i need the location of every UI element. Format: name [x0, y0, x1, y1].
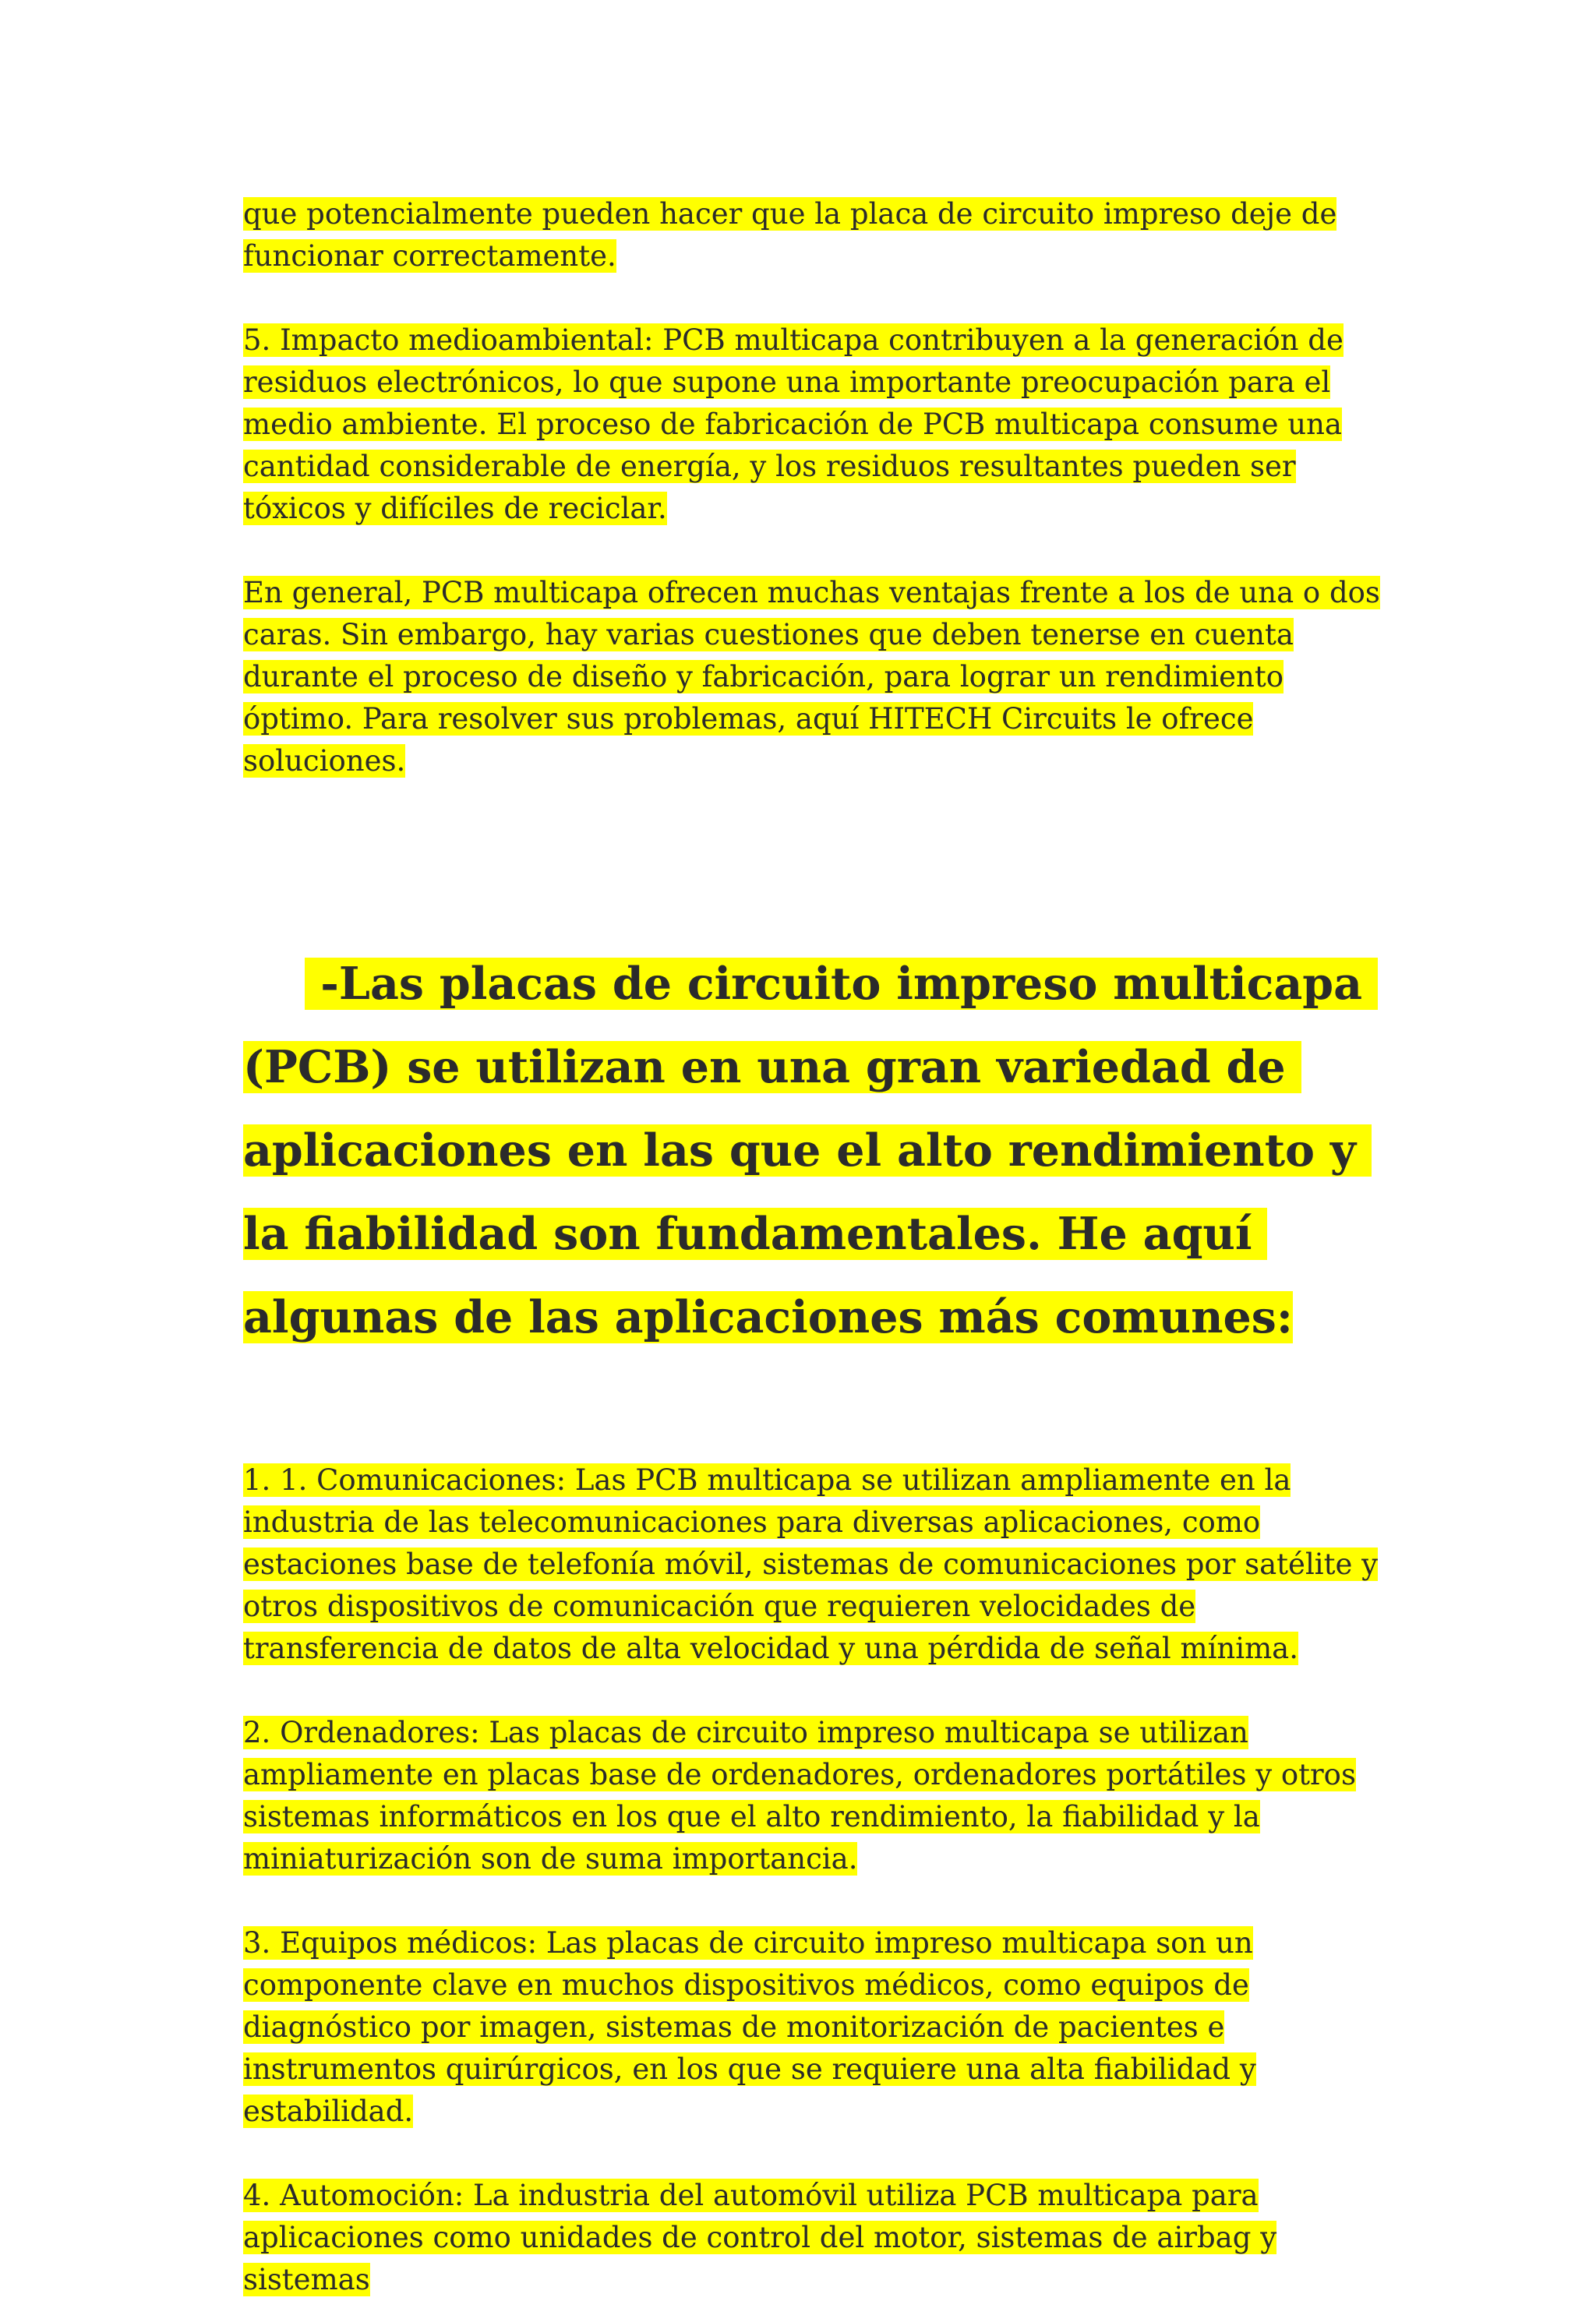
paragraph-text: 2. Ordenadores: Las placas de circuito impreso multicapa se utilizan ampliamente en placas base de ordenadores, ordenadores portátiles y otros sistemas informáticos en los que el alto rendimiento, la fiabilidad y la miniaturización son de suma importancia. — [243, 1716, 1356, 1876]
paragraph-communications — [243, 1459, 1381, 1670]
paragraph-continuation — [243, 193, 1381, 277]
heading-text: -Las placas de circuito impreso multicapa (PCB) se utilizan en una gran variedad de aplicaciones en las que el alto rendimiento y la fiabilidad son fundamentales. He aquí algunas de las aplicaciones más comunes: — [243, 958, 1378, 1343]
paragraph-text: 3. Equipos médicos: Las placas de circuito impreso multicapa son un componente clave en muchos dispositivos médicos, como equipos de diagnóstico por imagen, sistemas de monitorización de pacientes e instrumentos quirúrgicos, en los que se requiere una alta fiabilidad y estabilidad. — [243, 1926, 1256, 2128]
paragraph-environmental-impact — [243, 319, 1381, 530]
paragraph-summary — [243, 572, 1381, 782]
paragraph-text: 5. Impacto medioambiental: PCB multicapa contribuyen a la generación de residuos electrónicos, lo que supone una importante preocupación para el medio ambiente. El proceso de fabricación de PCB multicapa consume una cantidad considerable de energía, y los residuos resultantes pueden ser tóxicos y difíciles de reciclar. — [243, 323, 1344, 525]
section-heading — [243, 859, 1381, 1442]
document-page — [243, 193, 1381, 2301]
paragraph-text: En general, PCB multicapa ofrecen muchas ventajas frente a los de una o dos caras. Sin embargo, hay varias cuestiones que deben tenerse en cuenta durante el proceso de diseño y fabricación, para lograr un rendimiento óptimo. Para resolver sus problemas, aquí HITECH Circuits le ofrece soluciones. — [243, 576, 1380, 778]
paragraph-medical-equipment — [243, 1922, 1381, 2133]
paragraph-automotive — [243, 2175, 1381, 2301]
paragraph-text: 1. 1. Comunicaciones: Las PCB multicapa se utilizan ampliamente en la industria de las telecomunicaciones para diversas aplicaciones, como estaciones base de telefonía móvil, sistemas de comunicaciones por satélite y otros dispositivos de comunicación que requieren velocidades de transferencia de datos de alta velocidad y una pérdida de señal mínima. — [243, 1463, 1379, 1665]
paragraph-text: que potencialmente pueden hacer que la placa de circuito impreso deje de funcionar correctamente. — [243, 197, 1337, 273]
paragraph-computers — [243, 1712, 1381, 1880]
paragraph-text: 4. Automoción: La industria del automóvil utiliza PCB multicapa para aplicaciones como unidades de control del motor, sistemas de airbag y sistemas — [243, 2179, 1277, 2296]
